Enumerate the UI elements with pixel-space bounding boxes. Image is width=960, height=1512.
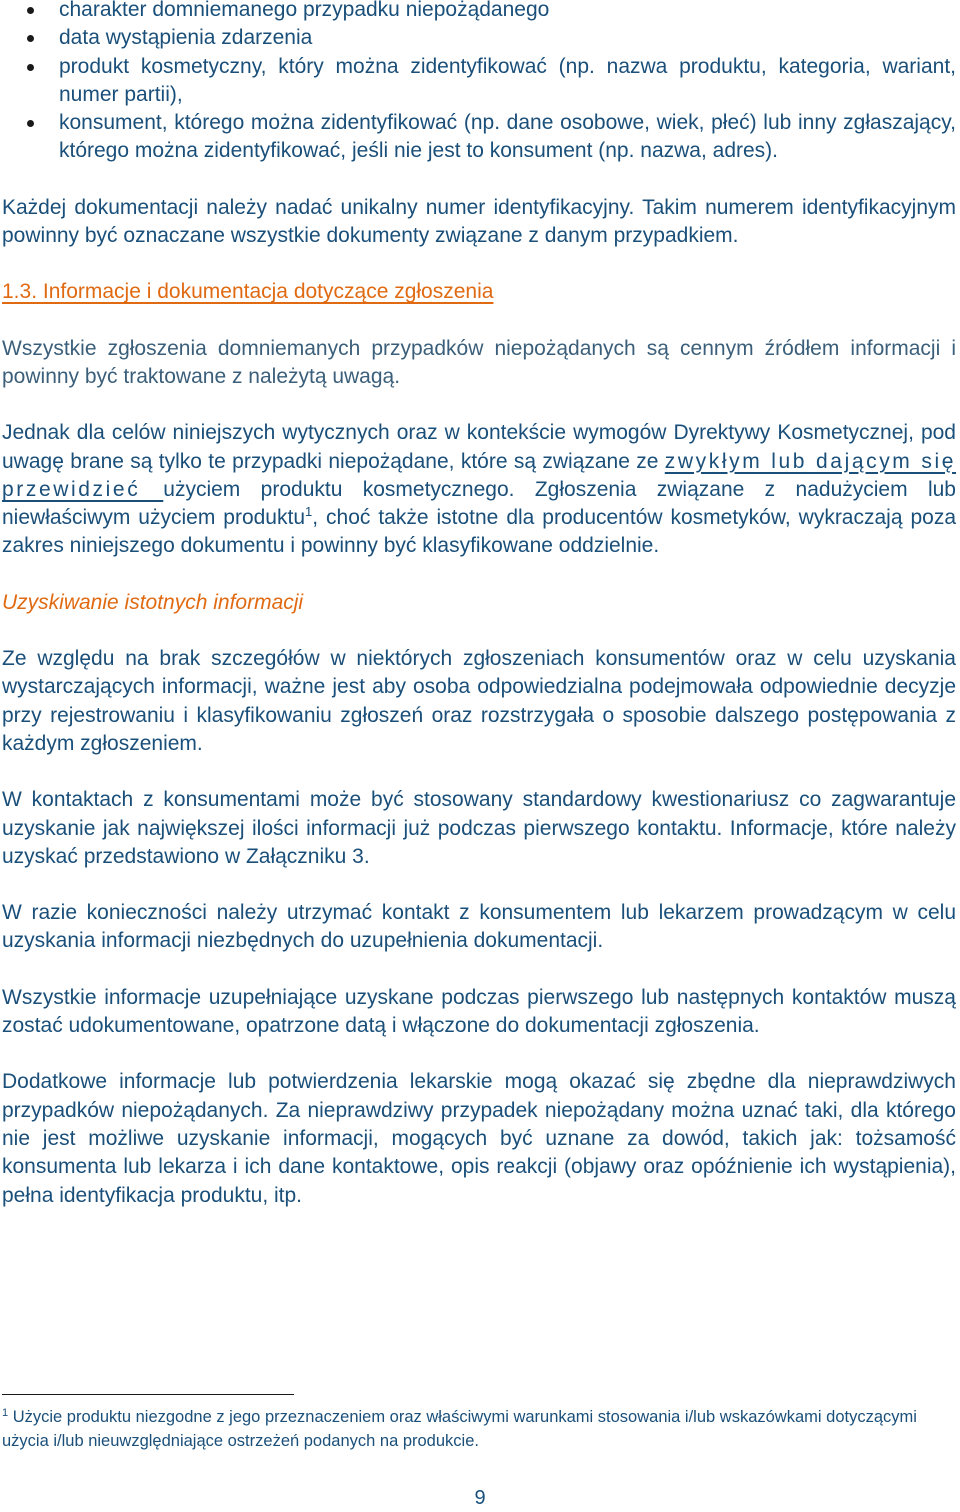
identification-paragraph: Każdej dokumentacji należy nadać unikalny numer identyfikacyjny. Takim numerem identyfikacyjnym powinny być oznaczane wszystkie dokumenty związane z danym przypadkiem.: [2, 195, 956, 248]
section-paragraph: Wszystkie zgłoszenia domniemanych przypadków niepożądanych są cennym źródłem informacji i powinny być traktowane z należytą uwagą.: [2, 336, 956, 388]
text-run: Jednak dla celów niniejszych wytycznych oraz w kontekście wymogów Dyrektywy Kosmetycznej, pod uwagę brane są tylko te przypadki niepożądane, które są związane ze: [2, 421, 956, 473]
subsection-paragraph: W kontaktach z konsumentami może być stosowany standardowy kwestionariusz co zagwarantuje uzyskanie jak największej ilości informacji już podczas pierwszego kontaktu. Informacje, które należy uzyskać przedstawiono w Załączniku 3.: [2, 788, 956, 868]
required-info-list: [2, 0, 956, 166]
page-number: 9: [474, 1487, 486, 1509]
footnote-marker: 1: [2, 1407, 9, 1419]
section-paragraph: [2, 419, 956, 560]
subsection-heading: Uzyskiwanie istotnych informacji: [2, 590, 304, 614]
subsection-paragraph: Dodatkowe informacje lub potwierdzenia lekarskie mogą okazać się zbędne dla nieprawdziwych przypadków niepożądanych. Za nieprawdziwy przypadek niepożądany można uznać taki, dla którego nie jest możliwe uzyskanie informacji, mogących być uznane za dowód, takich jak: tożsamość konsumenta lub lekarza i ich dane kontaktowe, opis reakcji (objawy oraz opóźnienie ich wystąpienia), pełna identyfikacja produktu, itp.: [2, 1070, 956, 1207]
list-item: data wystąpienia zdarzenia: [2, 24, 956, 52]
footnote: [2, 1405, 942, 1453]
list-item: konsument, którego można zidentyfikować (np. dane osobowe, wiek, płeć) lub inny zgłaszający, którego można zidentyfikować, jeśli nie jest to konsument (np. nazwa, adres).: [2, 109, 956, 166]
text-run: użyciem produktu kosmetycznego. Zgłoszenia związane z nadużyciem lub niewłaściwym użyciem produktu: [2, 477, 956, 530]
subsection-paragraph: W razie konieczności należy utrzymać kontakt z konsumentem lub lekarzem prowadzącym w celu uzyskania informacji niezbędnych do uzupełnienia dokumentacji.: [2, 901, 956, 953]
text-run: , choć także istotne dla producentów kosmetyków, wykraczają poza zakres niniejszego dokumentu i powinny być klasyfikowane oddzielnie.: [2, 506, 956, 558]
footnote-divider: [2, 1394, 294, 1395]
subsection-paragraph: Ze względu na brak szczegółów w niektórych zgłoszeniach konsumentów oraz w celu uzyskania wystarczających informacji, ważne jest aby osoba odpowiedzialna podejmowała odpowiednie decyzje przy rejestrowaniu i klasyfikowaniu zgłoszeń oraz rozstrzygała o sposobie dalszego postępowania z każdym zgłoszeniem.: [2, 647, 956, 755]
document-page: [2, 0, 956, 1210]
footnote-text: Użycie produktu niezgodne z jego przeznaczeniem oraz właściwymi warunkami stosowania i/lub wskazówkami dotyczącymi użycia i/lub nieuwzględniające ostrzeżeń podanych na produkcie.: [2, 1408, 917, 1450]
section-heading: 1.3. Informacje i dokumentacja dotyczące zgłoszenia: [2, 280, 494, 304]
text-run: zwykłym lub dającym się przewidzieć: [2, 449, 956, 501]
subsection-paragraph: Wszystkie informacje uzupełniające uzyskane podczas pierwszego lub następnych kontaktów muszą zostać udokumentowane, opatrzone datą i włączone do dokumentacji zgłoszenia.: [2, 985, 956, 1038]
footnote-reference: 1: [305, 504, 313, 520]
list-item: charakter domniemanego przypadku niepożądanego: [2, 0, 956, 24]
list-item: produkt kosmetyczny, który można zidentyfikować (np. nazwa produktu, kategoria, wariant, numer partii),: [2, 53, 956, 110]
